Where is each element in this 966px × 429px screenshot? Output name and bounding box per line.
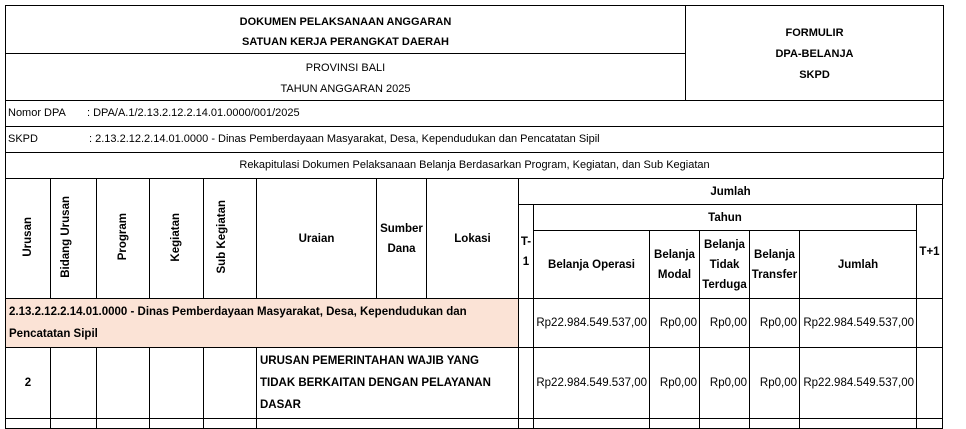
form-line3: SKPD — [799, 69, 830, 81]
urusan-row-code: 2 — [6, 348, 51, 419]
fiscal-year-label: TAHUN ANGGARAN 2025 — [280, 83, 411, 95]
province-label: PROVINSI BALI — [305, 62, 386, 74]
skpd-value: : 2.13.2.12.2.14.01.0000 - Dinas Pemberdayaan Masyarakat, Desa, Kependudukan dan Pencatatan Sipil — [89, 133, 600, 145]
skpd-row-belanja-operasi: Rp22.984.549.537,00 — [534, 299, 650, 348]
header-t-plus-1: T+1 — [917, 205, 943, 299]
skpd-row-t-plus-1 — [917, 299, 943, 348]
recap-title: Rekapitulasi Dokumen Pelaksanaan Belanja Berdasarkan Program, Kegiatan, dan Sub Kegiatan — [239, 159, 710, 171]
skpd-row-belanja-tidak-terduga: Rp0,00 — [700, 299, 750, 348]
urusan-row-uraian: URUSAN PEMERINTAHAN WAJIB YANG TIDAK BERKAITAN DENGAN PELAYANAN DASAR — [257, 348, 519, 419]
urusan-row-bidang — [51, 348, 97, 419]
form-line2: DPA-BELANJA — [775, 48, 854, 60]
urusan-row-belanja-operasi: Rp22.984.549.537,00 — [534, 348, 650, 419]
table-row — [6, 299, 943, 348]
skpd-row-description — [6, 299, 519, 348]
header-uraian: Uraian — [257, 179, 377, 299]
budget-table — [5, 178, 943, 429]
skpd-row-belanja-transfer: Rp0,00 — [750, 299, 800, 348]
header-belanja-transfer: Belanja Transfer — [750, 231, 800, 299]
table-row — [6, 348, 943, 419]
urusan-row-belanja-tidak-terduga: Rp0,00 — [700, 348, 750, 419]
urusan-row-program — [97, 348, 150, 419]
header-belanja-operasi: Belanja Operasi — [534, 231, 650, 299]
nomor-dpa-value: : DPA/A.1/2.13.2.12.2.14.01.0000/001/2025 — [87, 107, 300, 119]
province-year-box — [5, 53, 686, 101]
skpd-row-t-minus-1 — [519, 299, 534, 348]
header-urusan: Urusan — [6, 179, 51, 299]
skpd-label: SKPD — [8, 133, 38, 145]
header-program: Program — [97, 179, 150, 299]
nomor-dpa-row — [5, 100, 944, 127]
header-tahun-group: Tahun — [534, 205, 917, 231]
urusan-row-jumlah: Rp22.984.549.537,00 — [800, 348, 917, 419]
header-bidang-urusan: Bidang Urusan — [51, 179, 97, 299]
skpd-row-belanja-modal: Rp0,00 — [650, 299, 700, 348]
urusan-row-belanja-transfer: Rp0,00 — [750, 348, 800, 419]
urusan-row-kegiatan — [150, 348, 204, 419]
skpd-row-code: 2.13.2.12.2.14.01.0000 — [9, 306, 128, 318]
urusan-row-sub-kegiatan — [204, 348, 257, 419]
header-jumlah-group: Jumlah — [519, 179, 943, 205]
header-lokasi: Lokasi — [427, 179, 519, 299]
header-belanja-tidak-terduga: Belanja Tidak Terduga — [700, 231, 750, 299]
header-kegiatan: Kegiatan — [150, 179, 204, 299]
skpd-info-row — [5, 126, 944, 153]
nomor-dpa-label: Nomor DPA — [8, 107, 66, 119]
header-belanja-modal: Belanja Modal — [650, 231, 700, 299]
urusan-row-t-plus-1 — [917, 348, 943, 419]
header-sumber-dana: Sumber Dana — [377, 179, 427, 299]
form-line1: FORMULIR — [785, 27, 844, 39]
header-jumlah: Jumlah — [800, 231, 917, 299]
header-sub-kegiatan: Sub Kegiatan — [204, 179, 257, 299]
document-title-line2: SATUAN KERJA PERANGKAT DAERAH — [242, 36, 449, 48]
urusan-row-t-minus-1 — [519, 348, 534, 419]
document-title-box — [5, 5, 686, 54]
form-code-box — [685, 5, 944, 101]
document-title-line1: DOKUMEN PELAKSANAAN ANGGARAN — [239, 16, 452, 28]
header-t-minus-1: T-1 — [519, 205, 534, 299]
urusan-row-belanja-modal: Rp0,00 — [650, 348, 700, 419]
skpd-row-name: - Dinas Pemberdayaan Masyarakat, Desa, Kependudukan dan Pencatatan Sipil — [9, 306, 467, 340]
recap-title-row — [5, 152, 944, 179]
skpd-row-jumlah: Rp22.984.549.537,00 — [800, 299, 917, 348]
table-row — [6, 419, 943, 429]
